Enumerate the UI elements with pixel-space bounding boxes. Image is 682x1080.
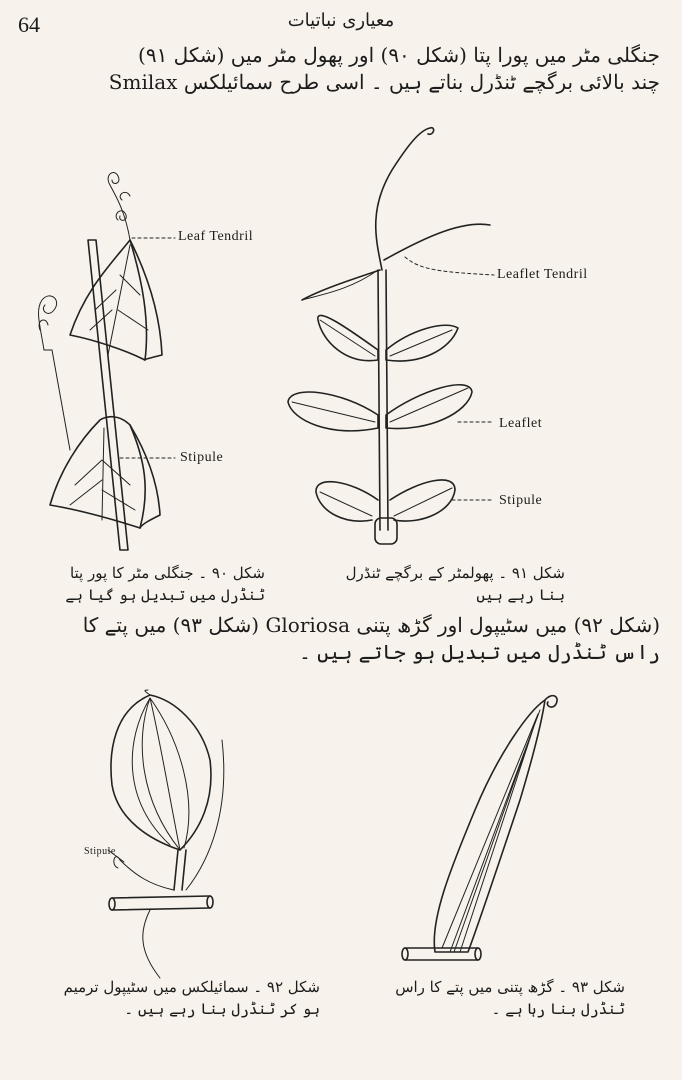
figure-91-caption-line-1: شکل ۹۱ ۔ پھولمٹر کے برگچے ٹنڈرل [345,564,565,582]
figure-92-smilax-illustration [0,690,300,980]
figure-92-stipule-label: Stipule [84,846,116,857]
figure-91-leaflet-label: Leaflet [499,416,543,431]
paragraph-intro [20,42,660,96]
page-number: 64 [18,12,40,37]
paragraph-second-line-1: (شکل ۹۲) میں سٹیپول اور گڑھ پتنی Gloriosa (شکل ۹۳) میں پتے کا [82,613,660,637]
figure-91-caption-line-2: بنا رہے ہیں [476,586,565,604]
figure-92-caption-line-1: شکل ۹۲ ۔ سمائیلکس میں سٹیپول ترمیم [63,978,320,996]
figure-90-caption-line-2: ٹنڈرل میں تبدیل ہو گیا ہے [65,586,265,604]
figure-90-leaf-tendril-label: Leaf Tendril [178,229,254,244]
figure-91-leaflet-tendril-label: Leaflet Tendril [497,267,588,282]
figure-93-caption-line-1: شکل ۹۳ ۔ گڑھ پتنی میں پتے کا راس [395,978,625,996]
paragraph-second-line-2: راس ٹنڈرل میں تبدیل ہو جاتے ہیں ۔ [299,640,660,664]
paragraph-second [20,612,660,666]
paragraph-intro-line-2: چند بالائی برگچے ٹنڈرل بناتے ہیں ۔ اسی طرح سمائیلکس Smilax [108,70,660,94]
figure-92-caption [40,976,320,1020]
figure-91-pea-illustration [0,120,682,560]
figure-90-caption [40,562,265,606]
figure-93-gloriosa-illustration [380,690,580,970]
figure-93-caption [355,976,625,1020]
figure-92-caption-line-2: ہو کر ٹنڈرل بنا رہے ہیں ۔ [124,1000,320,1018]
figure-91-stipule-label: Stipule [499,493,543,508]
figure-90-stipule-label: Stipule [180,450,224,465]
figure-90-caption-line-1: شکل ۹۰ ۔ جنگلی مٹر کا پور پتا [69,564,265,582]
running-head: معیاری نباتیات [287,10,395,31]
figure-93-caption-line-2: ٹنڈرل بنا رہا ہے ۔ [491,1000,625,1018]
figure-91-caption [330,562,565,606]
paragraph-intro-line-1: جنگلی مٹر میں پورا پتا (شکل ۹۰) اور پھول مٹر میں (شکل ۹۱) [138,43,660,67]
